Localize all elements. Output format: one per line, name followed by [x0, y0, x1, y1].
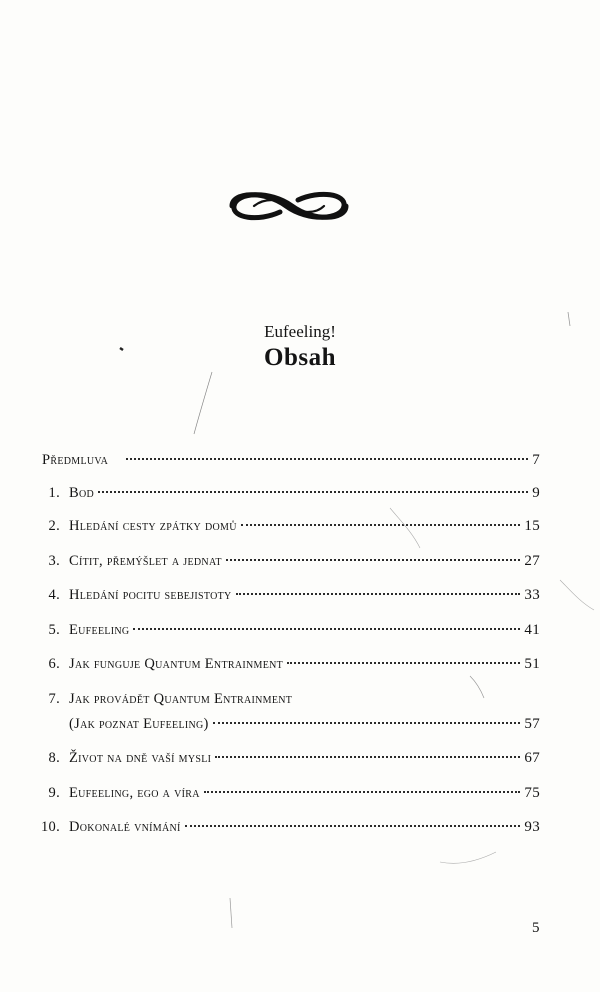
toc-entry-chapter-1[interactable]	[32, 485, 540, 507]
toc-entry-number: 1.	[48, 485, 60, 501]
toc-entry-page: 7	[532, 452, 540, 468]
dot-leader	[133, 628, 520, 630]
toc-entry-title: Eufeeling	[69, 622, 130, 638]
dot-leader	[98, 491, 528, 493]
toc-entry-chapter-9[interactable]	[32, 785, 540, 807]
toc-entry-number: 7.	[48, 691, 60, 707]
toc-entry-preface[interactable]	[42, 452, 540, 474]
dot-leader	[236, 593, 521, 595]
toc-entry-chapter-7-line-1[interactable]	[32, 691, 292, 708]
toc-entry-title: Život na dně vaší mysli	[69, 750, 212, 766]
toc-entry-page: 75	[524, 785, 540, 801]
toc-entry-chapter-5[interactable]	[32, 622, 540, 644]
toc-entry-title: Hledání cesty zpátky domů	[69, 518, 237, 534]
toc-entry-number: 5.	[48, 622, 60, 638]
dot-leader	[213, 722, 521, 724]
dot-leader	[287, 662, 520, 664]
toc-entry-chapter-6[interactable]	[32, 656, 540, 678]
toc-entry-title: Cítit, přemýšlet a jednat	[69, 553, 222, 569]
toc-entry-number: 2.	[48, 518, 60, 534]
toc-entry-number: 8.	[48, 750, 60, 766]
toc-entry-number: 3.	[48, 553, 60, 569]
toc-entry-chapter-3[interactable]	[32, 553, 540, 575]
toc-entry-chapter-8[interactable]	[32, 750, 540, 772]
toc-entry-page: 57	[524, 716, 540, 732]
dot-leader	[185, 825, 521, 827]
toc-entry-page: 33	[524, 587, 540, 603]
toc-entry-title: Eufeeling, ego a víra	[69, 785, 200, 801]
toc-entry-number: 10.	[40, 819, 60, 835]
toc-entry-title: Hledání pocitu sebejistoty	[69, 587, 232, 603]
dot-leader	[126, 458, 528, 460]
toc-entry-number: 9.	[48, 785, 60, 801]
toc-entry-chapter-2[interactable]	[32, 518, 540, 540]
toc-entry-subtitle: (Jak poznat Eufeeling)	[69, 716, 209, 732]
toc-entry-page: 51	[524, 656, 540, 672]
toc-entry-chapter-7-line-2[interactable]	[69, 716, 540, 738]
dot-leader	[204, 791, 521, 793]
toc-entry-chapter-4[interactable]	[32, 587, 540, 609]
toc-entry-title: Dokonalé vnímání	[69, 819, 181, 835]
toc-entry-number: 6.	[48, 656, 60, 672]
toc-entry-page: 15	[524, 518, 540, 534]
toc-entry-title: Bod	[69, 485, 95, 501]
dot-leader	[241, 524, 521, 526]
toc-entry-chapter-10[interactable]	[32, 819, 540, 841]
toc-entry-title: Jak provádět Quantum Entrainment	[69, 691, 293, 707]
dot-leader	[215, 756, 520, 758]
page-number: 5	[532, 920, 540, 936]
toc-entry-page: 67	[524, 750, 540, 766]
page-title: Obsah	[264, 344, 336, 371]
toc-entry-page: 9	[532, 485, 540, 501]
toc-entry-title: Jak funguje Quantum Entrainment	[69, 656, 284, 672]
toc-entry-page: 27	[524, 553, 540, 569]
toc-entry-page: 41	[524, 622, 540, 638]
toc-entry-page: 93	[524, 819, 540, 835]
toc-entry-number: 4.	[48, 587, 60, 603]
book-subtitle: Eufeeling!	[264, 322, 336, 341]
dot-leader	[226, 559, 521, 561]
toc-entry-title: Předmluva	[42, 452, 109, 468]
